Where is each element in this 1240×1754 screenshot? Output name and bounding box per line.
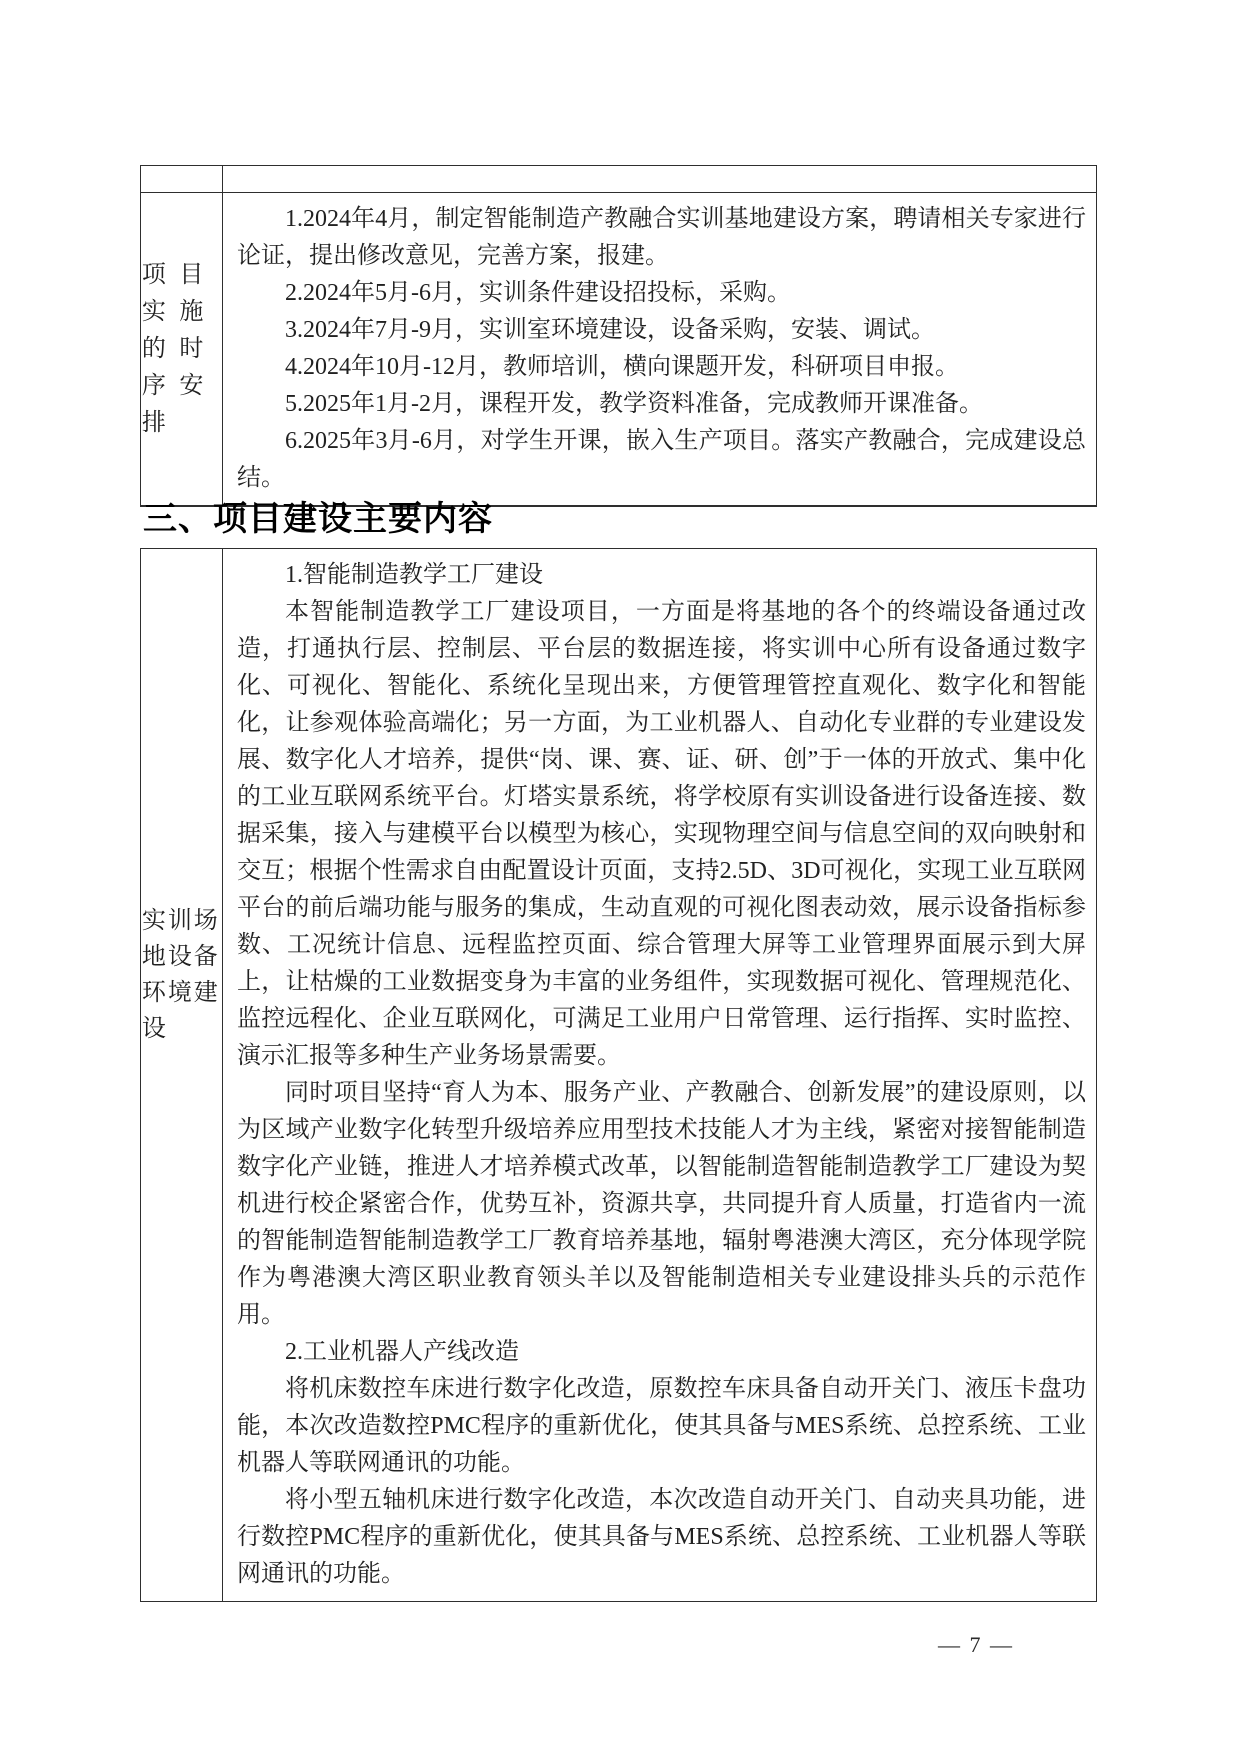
schedule-table-row <box>141 193 1096 505</box>
main-content-table <box>140 548 1097 1602</box>
content-row-label: 实训场地设备环境建设 <box>141 908 220 1042</box>
content-paragraph: 将小型五轴机床进行数字化改造，本次改造自动开关门、自动夹具功能，进行数控PMC程序的重新优化，使其具备与MES系统、总控系统、工业机器人等联网通讯的功能。 <box>237 1487 1086 1587</box>
content-cell <box>223 549 1096 1601</box>
schedule-item: 6.2025年3月-6月，对学生开课，嵌入生产项目。落实产教融合，完成建设总结。 <box>237 428 1086 491</box>
schedule-item: 3.2024年7月-9月，实训室环境建设，设备采购，安装、调试。 <box>285 317 935 343</box>
schedule-table-header-content-cell <box>223 166 1096 192</box>
content-paragraph: 本智能制造教学工厂建设项目，一方面是将基地的各个的终端设备通过改造，打通执行层、控制层、平台层的数据连接，将实训中心所有设备通过数字化、可视化、智能化、系统化呈现出来，方便管理管控直观化、数字化和智能化，让参观体验高端化；另一方面，为工业机器人、自动化专业群的专业建设发展、数字化人才培养，提供“岗、课、赛、证、研、创”于一体的开放式、集中化的工业互联网系统平台。灯塔实景系统，将学校原有实训设备进行设备连接、数据采集，接入与建模平台以模型为核心，实现物理空间与信息空间的双向映射和交互；根据个性需求自由配置设计页面，支持2.5D、3D可视化，实现工业互联网平台的前后端功能与服务的集成，生动直观的可视化图表动效，展示设备指标参数、工况统计信息、远程监控页面、综合管理大屏等工业管理界面展示到大屏上，让枯燥的工业数据变身为丰富的业务组件，实现数据可视化、管理规范化、监控远程化、企业互联网化，可满足工业用户日常管理、运行指挥、实时监控、演示汇报等多种生产业务场景需要。 <box>237 599 1086 1069</box>
schedule-table-header-label-cell <box>141 166 223 192</box>
content-paragraph: 将机床数控车床进行数字化改造，原数控车床具备自动开关门、液压卡盘功能，本次改造数控PMC程序的重新优化，使其具备与MES系统、总控系统、工业机器人等联网通讯的功能。 <box>237 1376 1086 1476</box>
section-heading: 三、项目建设主要内容 <box>143 500 493 538</box>
schedule-table <box>140 165 1097 507</box>
content-paragraph: 2.工业机器人产线改造 <box>285 1339 519 1365</box>
schedule-content-cell <box>223 193 1096 505</box>
content-paragraph: 1.智能制造教学工厂建设 <box>285 562 543 588</box>
schedule-item: 2.2024年5月-6月，实训条件建设招投标，采购。 <box>285 280 791 306</box>
schedule-item: 1.2024年4月，制定智能制造产教融合实训基地建设方案，聘请相关专家进行论证，提出修改意见，完善方案，报建。 <box>237 206 1086 269</box>
schedule-item: 4.2024年10月-12月，教师培训，横向课题开发，科研项目申报。 <box>285 354 959 380</box>
schedule-item: 5.2025年1月-2月，课程开发，教学资料准备，完成教师开课准备。 <box>285 391 983 417</box>
schedule-table-header-row <box>141 166 1096 193</box>
main-content-row <box>141 549 1096 1601</box>
content-row-label-cell <box>141 549 223 1601</box>
schedule-row-label: 项目实施的时序安排 <box>141 261 217 436</box>
content-paragraph: 同时项目坚持“育人为本、服务产业、产教融合、创新发展”的建设原则，以为区域产业数字化转型升级培养应用型技术技能人才为主线，紧密对接智能制造数字化产业链，推进人才培养模式改革，以智能制造智能制造教学工厂建设为契机进行校企紧密合作，优势互补，资源共享，共同提升育人质量，打造省内一流的智能制造智能制造教学工厂教育培养基地，辐射粤港澳大湾区，充分体现学院作为粤港澳大湾区职业教育领头羊以及智能制造相关专业建设排头兵的示范作用。 <box>237 1080 1086 1328</box>
schedule-row-label-cell <box>141 193 223 505</box>
page-number: — 7 — <box>938 1632 1014 1657</box>
